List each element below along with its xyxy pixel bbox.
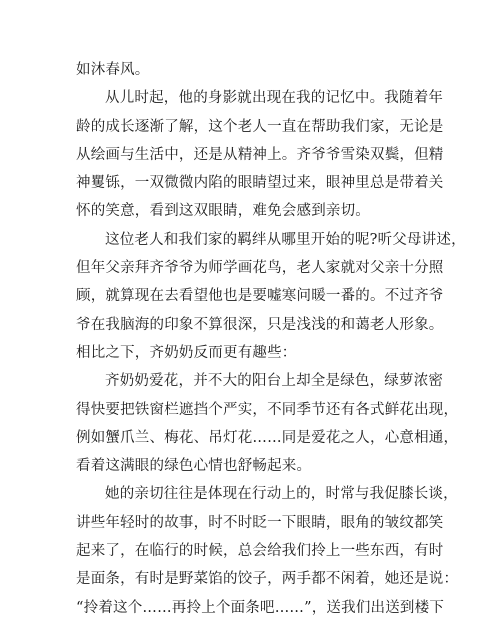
text-line: “拎着这个……再拎上个面条吧……”，送我们出送到楼下	[76, 599, 445, 616]
text-line: 从绘画与生活中，还是从精神上。齐爷爷雪染双鬓，但精	[76, 146, 444, 163]
text-line: 看着这满眼的绿色心情也舒畅起来。	[76, 458, 312, 475]
text-line: 但年父亲拜齐爷爷为师学画花鸟，老人家就对父亲十分照	[76, 260, 444, 277]
text-line: 讲些年轻时的故事，时不时眨一下眼睛，眼角的皱纹都笑	[76, 514, 444, 531]
text-line: 从儿时起，他的身影就出现在我的记忆中。我随着年	[105, 90, 444, 107]
text-line: 得快要把铁窗栏遮挡个严实，不同季节还有各式鲜花出现，	[76, 401, 459, 418]
text-line: 例如蟹爪兰、梅花、吊灯花……同是爱花之人，心意相通，	[76, 429, 459, 446]
article-body	[76, 56, 466, 622]
text-line: 如沐春风。	[76, 62, 150, 78]
text-line: 神矍铄，一双微微内陷的眼睛望过来，眼神里总是带着关	[76, 175, 444, 192]
text-line: 顾，就算现在去看望他也是要嘘寒问暖一番的。不过齐爷	[76, 288, 444, 305]
text-line: 龄的成长逐渐了解，这个老人一直在帮助我们家，无论是	[76, 118, 444, 135]
text-line: 怀的笑意，看到这双眼睛，难免会感到亲切。	[76, 203, 370, 220]
text-line: 是面条，有时是野菜馅的饺子，两手都不闲着，她还是说：	[76, 571, 459, 588]
text-line: 爷在我脑海的印象不算很深，只是浅浅的和蔼老人形象。	[76, 316, 444, 333]
text-line: 她的亲切往往是体现在行动上的，时常与我促膝长谈，	[105, 486, 458, 503]
text-line: 这位老人和我们家的羁绊从哪里开始的呢?听父母讲述，	[105, 231, 466, 248]
text-line: 相比之下，齐奶奶反而更有趣些：	[76, 344, 297, 361]
text-line: 起来了，在临行的时候，总会给我们拎上一些东西，有时	[76, 543, 444, 560]
text-line: 齐奶奶爱花，并不大的阳台上却全是绿色，绿萝浓密	[105, 373, 444, 390]
